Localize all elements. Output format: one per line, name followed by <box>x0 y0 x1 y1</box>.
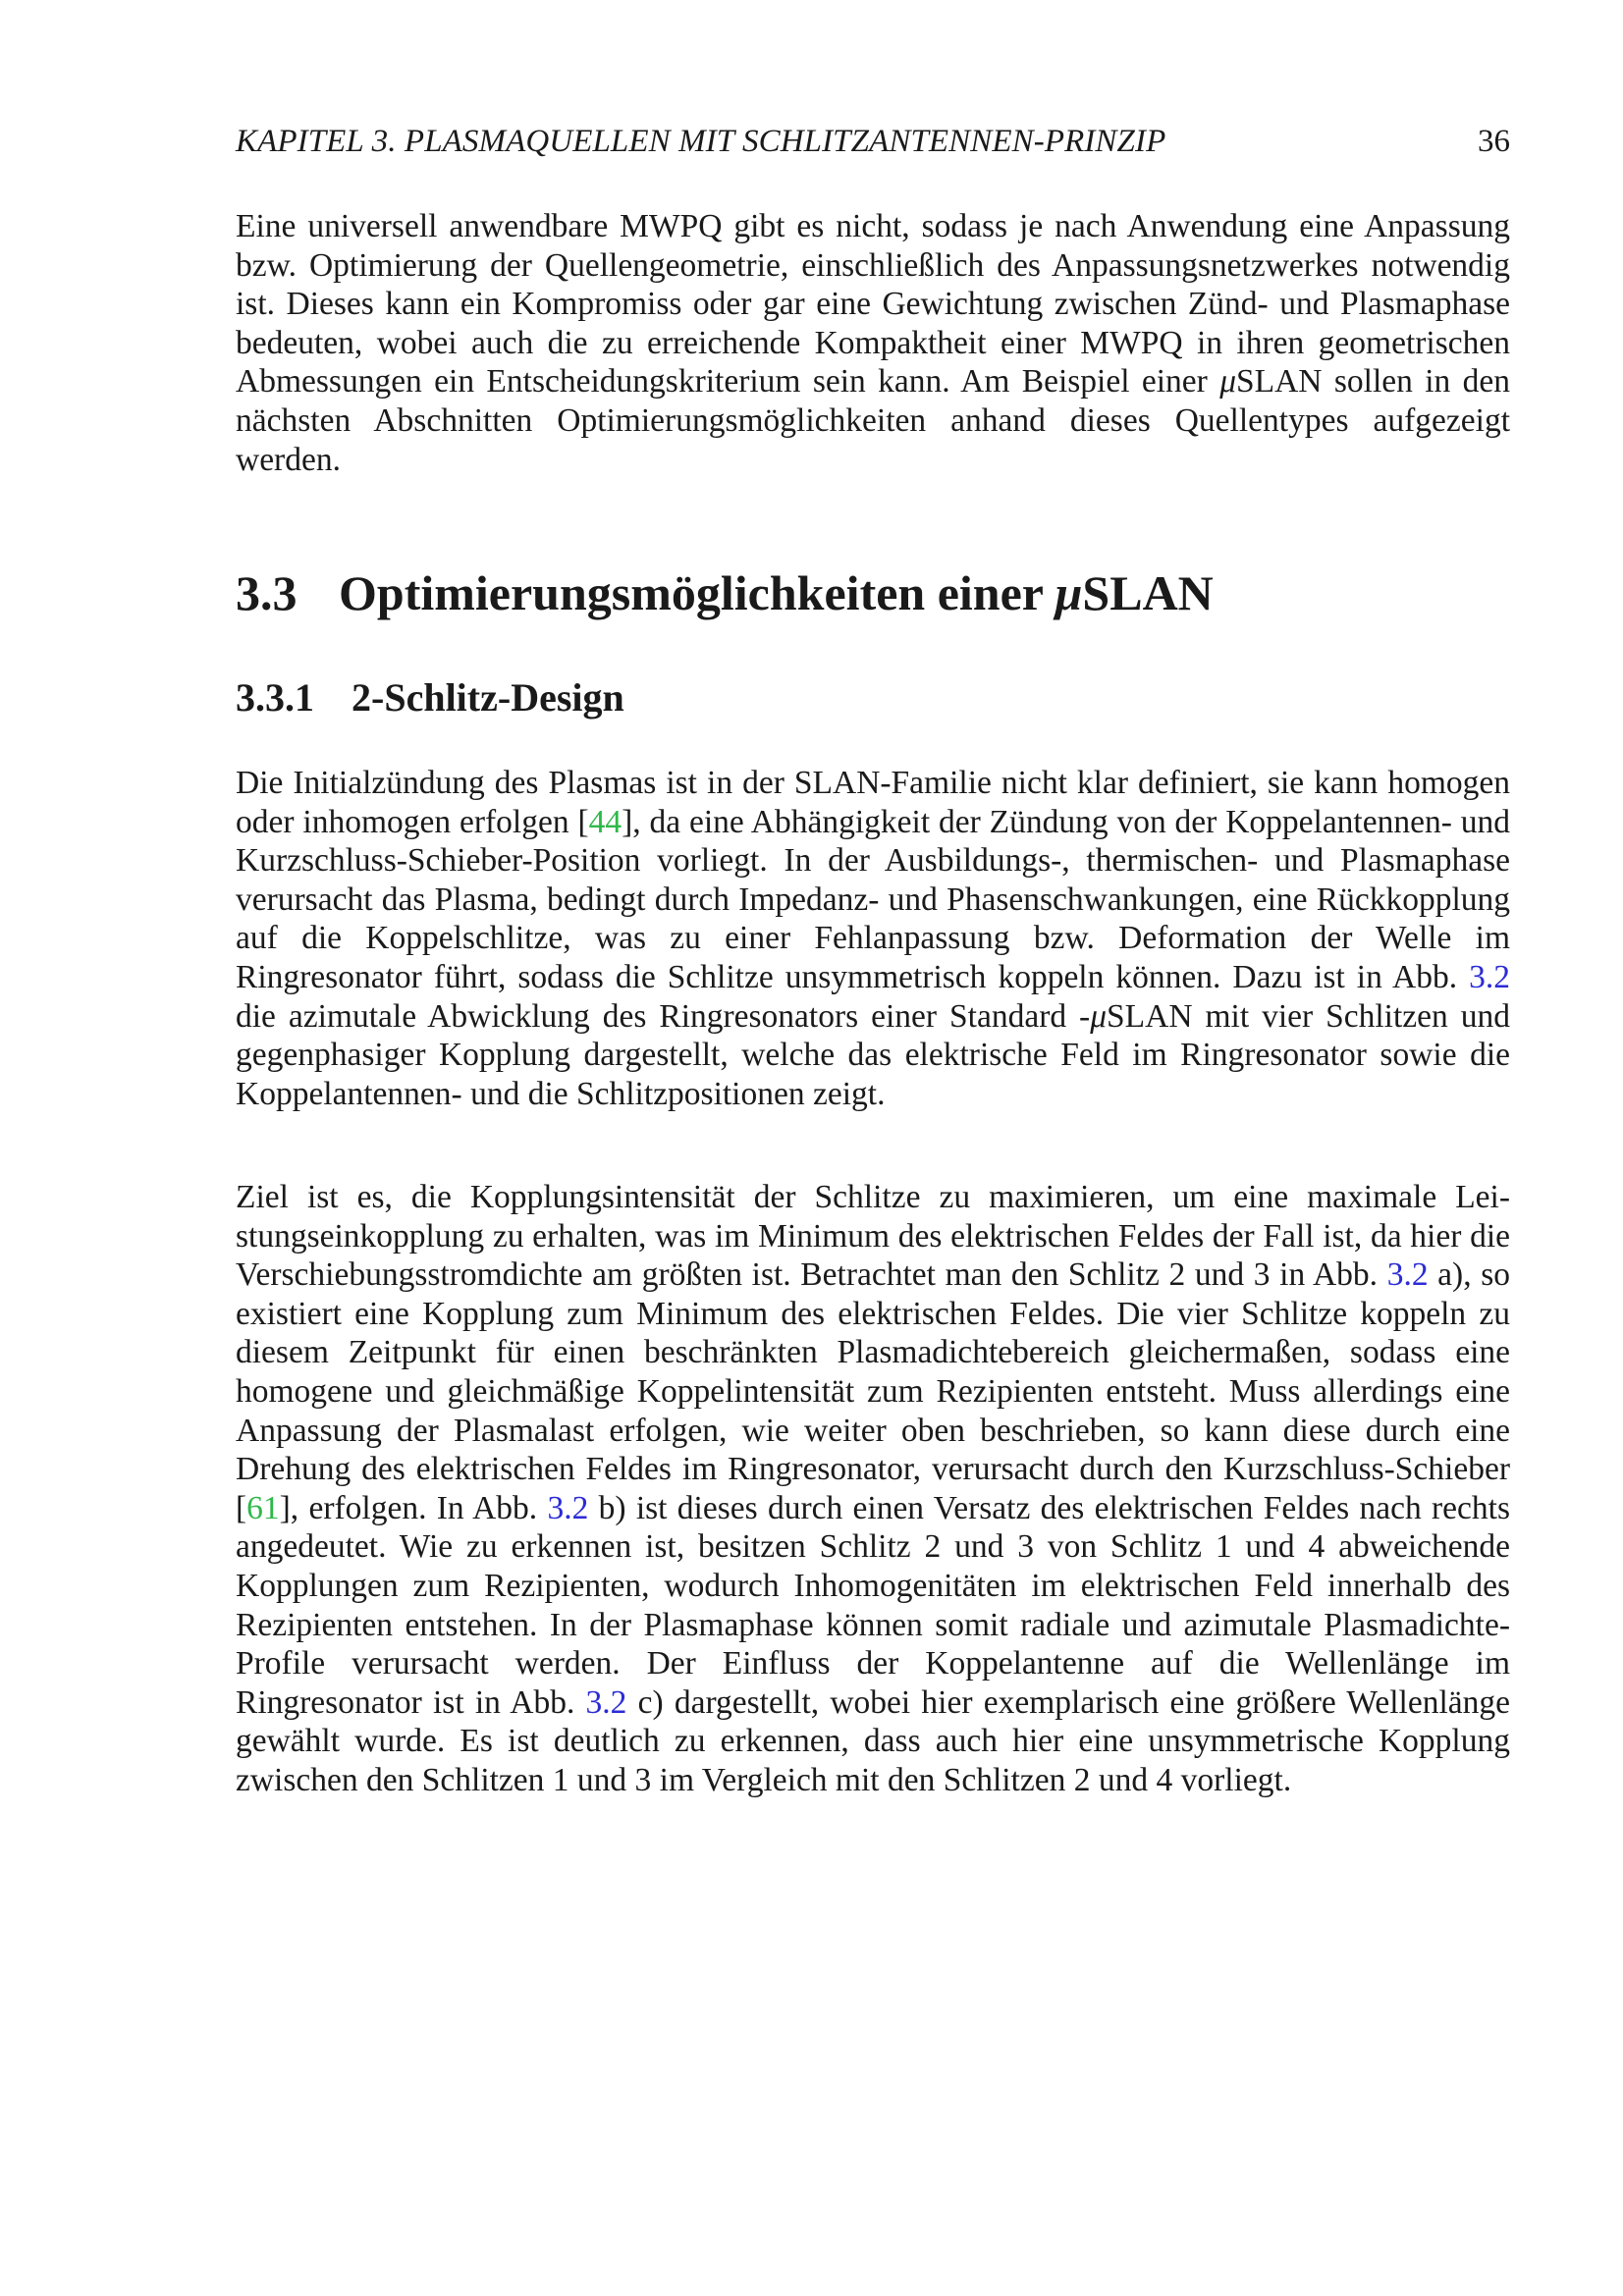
text-run: die azimutale Abwicklung des Ringresonators einer Standard - <box>236 997 1091 1035</box>
section-heading <box>236 561 1510 624</box>
running-header <box>236 120 1510 163</box>
section-title: Optimierungsmöglichkeiten einer <box>339 565 1055 620</box>
paragraph-ignition <box>236 764 1510 1113</box>
figure-ref-link[interactable]: 3.2 <box>1386 1256 1429 1294</box>
page-number: 36 <box>1478 124 1510 159</box>
text-run: Die Initialzündung des Plasmas ist in der SLAN-Familie nicht klar definiert, sie kann homogen oder inhomogen erfolgen [ <box>236 765 1510 840</box>
subsection-number: 3.3.1 <box>236 675 314 720</box>
text-run: ], da eine Abhängigkeit der Zündung von der Koppelantennen- und Kurzschluss-Schieber-Position vorliegt. In der Ausbildungs-, thermischen- und Plasmaphase verursacht das Plasma, bedingt durch Impedanz- und Phasenschwankungen, eine Rückkopplung auf die Koppelschlitze, was zu einer Fehlanpassung bzw. Deformation der Welle im Ringresonator führt, sodass die Schlitze unsymmetrisch koppeln können. Dazu ist in Abb. <box>236 803 1510 995</box>
intro-paragraph <box>236 207 1510 479</box>
section-title-end: SLAN <box>1082 565 1214 620</box>
text-run: SLAN sollen in den nächsten Abschnitten Optimierungsmöglichkeiten anhand dieses Quellentypes aufgezeigt werden. <box>236 363 1510 478</box>
subsection-title: 2-Schlitz-Design <box>352 675 624 720</box>
mu-symbol: μ <box>1055 565 1083 620</box>
section-number: 3.3 <box>236 565 298 620</box>
paragraph-coupling <box>236 1178 1510 1800</box>
chapter-title: KAPITEL 3. PLASMAQUELLEN MIT SCHLITZANTENNEN-PRINZIP <box>236 124 1166 159</box>
text-run: SLAN mit vier Schlitzen und gegenphasiger Kopplung dargestellt, welche das elektrische Feld im Ringresonator sowie die Koppelantennen- und die Schlitzpositionen zeigt. <box>236 997 1510 1112</box>
text-run: Eine universell anwendbare MWPQ gibt es nicht, sodass je nach Anwendung eine Anpassung bzw. Optimierung der Quellengeometrie, einschließlich des Anpassungsnetzwerkes notwendig ist. Dieses kann ein Kompromiss oder gar eine Gewichtung zwischen Zünd- und Plasmaphase bedeuten, wobei auch die zu erreichende Kompaktheit einer MWPQ in ihren geometrischen Abmessungen ein Entscheidungskriterium sein kann. Am Beispiel einer <box>236 208 1510 400</box>
figure-ref-link[interactable]: 3.2 <box>1469 958 1510 995</box>
text-run: a), so existiert eine Kopplung zum Minimum des elektrischen Feldes. Die vier Schlitze koppeln zu diesem Zeitpunkt für einen beschränkten Plasmadichtebereich gleichermaßen, sodass eine homogene und gleichmäßige Koppelintensität zum Rezipienten entsteht. Muss allerdings eine Anpassung der Plasmalast erfolgen, wie weiter oben beschrieben, so kann diese durch eine Drehung des elektrischen Feldes im Ringresonator, verursacht durch den Kurzschluss-Schieber [ <box>236 1256 1510 1526</box>
figure-ref-link[interactable]: 3.2 <box>547 1489 589 1526</box>
citation-link[interactable]: 44 <box>588 803 622 840</box>
text-run: b) ist dieses durch einen Versatz des elektrischen Feldes nach rechts angedeutet. Wie zu erkennen ist, besitzen Schlitz 2 und 3 von Schlitz 1 und 4 abweichende Kopplungen zum Rezipienten, wodurch Inhomogenitäten im elektrischen Feld innerhalb des Rezipienten entstehen. In der Plasmaphase können somit radiale und azimutale Plasmadichte-Profile verursacht werden. Der Einfluss der Koppelantenne auf die Wellenlänge im Ringresonator ist in Abb. <box>236 1489 1510 1721</box>
mu-symbol: μ <box>1219 363 1237 400</box>
text-run: c) dargestellt, wobei hier exemplarisch eine größere Wellenlänge gewählt wurde. Es ist deutlich zu erkennen, dass auch hier eine unsymmetrische Kopplung zwischen den Schlitzen 1 und 3 im Vergleich mit den Schlitzen 2 und 4 vorliegt. <box>236 1683 1510 1798</box>
subsection-heading <box>236 673 1510 722</box>
mu-symbol: μ <box>1090 997 1108 1035</box>
citation-link[interactable]: 61 <box>246 1489 280 1526</box>
figure-ref-link[interactable]: 3.2 <box>585 1683 627 1721</box>
text-run: Ziel ist es, die Kopplungsintensität der Schlitze zu maximieren, um eine maximale Leistungseinkopplung zu erhalten, was im Minimum des elektrischen Feldes der Fall ist, da hier die Verschiebungsstromdichte am größten ist. Betrachtet man den Schlitz 2 und 3 in Abb. <box>236 1179 1510 1294</box>
text-run: ], erfolgen. In Abb. <box>279 1489 548 1526</box>
